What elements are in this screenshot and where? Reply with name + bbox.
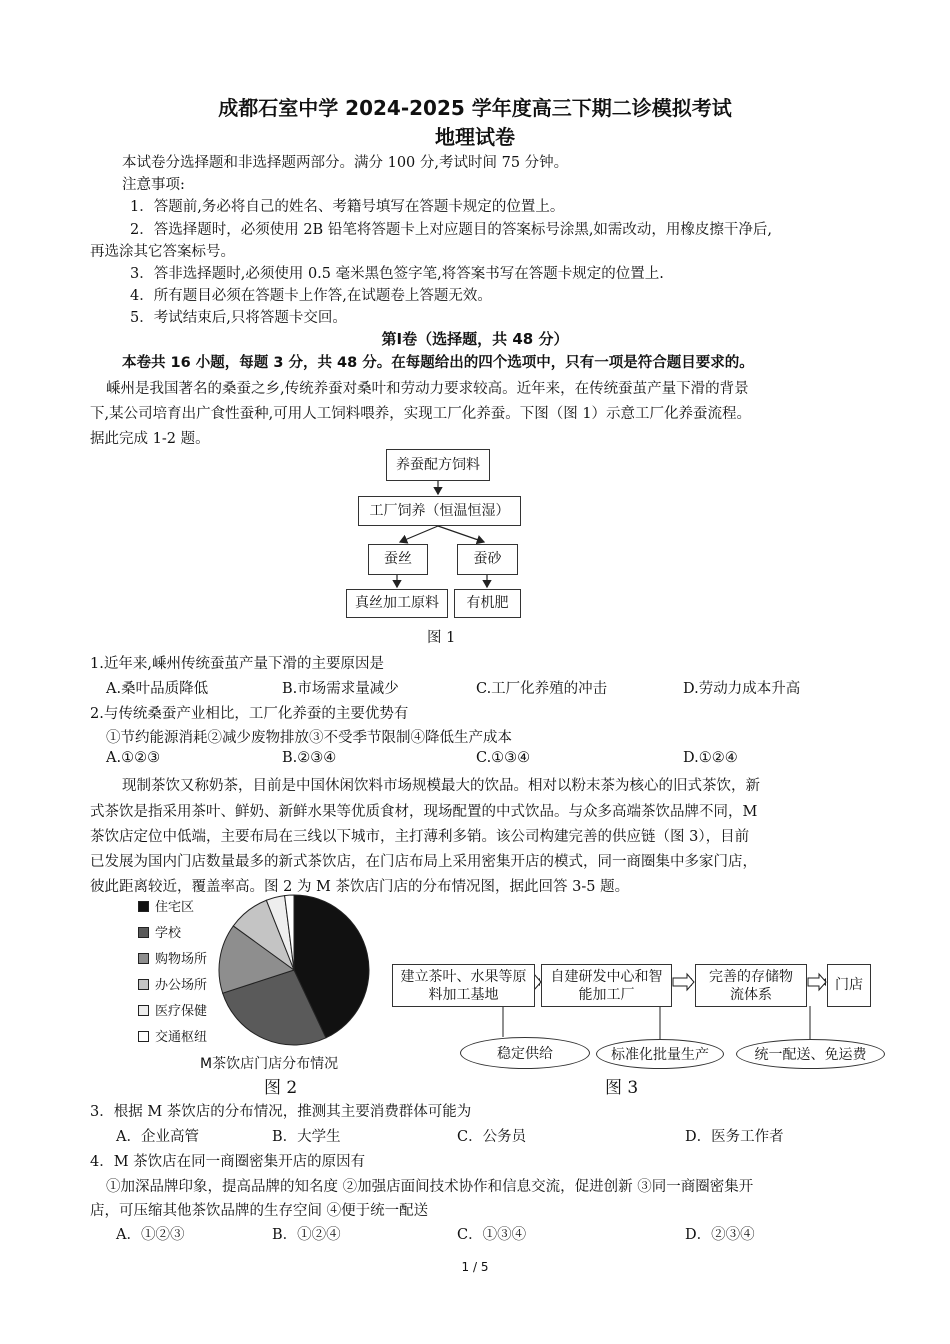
figure1-caption: 图 1: [427, 630, 456, 646]
option-c: C.工厂化养殖的冲击: [476, 681, 608, 697]
passage-line: 下,某公司培育出广食性蚕种,可用人工饲料喂养，实现工厂化养蚕。下图（图 1）示意工厂化养蚕流程。: [90, 406, 752, 422]
passage-line: 已发展为国内门店数量最多的新式茶饮店，在门店布局上采用密集开店的模式，同一商圈集中多家门店，: [90, 854, 757, 870]
notice-item-cont: 再选涂其它答案标号。: [90, 244, 235, 260]
legend-item-medical: 医疗保健: [138, 1002, 207, 1022]
legend-swatch: [138, 979, 149, 990]
legend-swatch: [138, 953, 149, 964]
pie-chart: [219, 895, 369, 1045]
option-b: B．大学生: [272, 1129, 341, 1145]
option-d: D．②③④: [685, 1227, 755, 1243]
flow-arrow: [808, 974, 826, 990]
flow-arrow: [673, 974, 694, 990]
oval-unified-delivery: 统一配送、免运费: [736, 1039, 885, 1069]
question-stem: 4．M 茶饮店在同一商圈密集开店的原因有: [90, 1154, 366, 1170]
legend-swatch: [138, 1005, 149, 1016]
legend-item-transport: 交通枢纽: [138, 1028, 207, 1048]
flow-box-store: 门店: [827, 964, 871, 1007]
exam-description: 本试卷分选择题和非选择题两部分。满分 100 分,考试时间 75 分钟。: [122, 155, 569, 171]
pie-chart-title: M茶饮店门店分布情况: [200, 1056, 339, 1072]
option-a: A.①②③: [106, 750, 161, 766]
flow-box-silk: 蚕丝: [368, 544, 428, 575]
question-stem: 2.与传统桑蚕产业相比，工厂化养蚕的主要优势有: [90, 706, 409, 722]
notice-item: 5．考试结束后,只将答题卡交回。: [130, 310, 347, 326]
flow-arrow: [438, 526, 484, 542]
legend-item-school: 学校: [138, 924, 181, 944]
option-c: C．公务员: [457, 1129, 527, 1145]
oval-stable-supply: 稳定供给: [460, 1037, 590, 1069]
option-b: B.②③④: [282, 750, 337, 766]
option-a: A．①②③: [116, 1227, 185, 1243]
passage-line: 据此完成 1-2 题。: [90, 431, 210, 447]
flow-box-raw-material: 真丝加工原料: [346, 589, 448, 618]
legend-item-shopping: 购物场所: [138, 950, 207, 970]
flow-box-fertilizer: 有机肥: [454, 589, 521, 618]
legend-swatch: [138, 1031, 149, 1042]
option-a: A.桑叶品质降低: [106, 681, 209, 697]
question-items: ①节约能源消耗②减少废物排放③不受季节限制④降低生产成本: [106, 730, 512, 746]
notice-item: 1．答题前,务必将自己的姓名、考籍号填写在答题卡规定的位置上。: [130, 199, 565, 215]
passage-line: 式茶饮是指采用茶叶、鲜奶、新鲜水果等优质食材，现场配置的中式饮品。与众多高端茶饮品牌不同，M: [90, 804, 758, 820]
option-d: D.①②④: [683, 750, 738, 766]
question-stem: 1.近年来,嵊州传统蚕茧产量下滑的主要原因是: [90, 656, 384, 672]
flow-box-rnd: 自建研发中心和智能加工厂: [541, 964, 672, 1007]
flow-box-factory: 工厂饲养（恒温恒湿）: [358, 496, 521, 526]
flow-box-feed: 养蚕配方饲料: [386, 449, 490, 481]
legend-swatch: [138, 927, 149, 938]
question-stem: 3．根据 M 茶饮店的分布情况，推测其主要消费群体可能为: [90, 1104, 472, 1120]
figure2-caption: 图 2: [264, 1078, 298, 1098]
option-c: C．①③④: [457, 1227, 527, 1243]
passage-line: 嵊州是我国著名的桑蚕之乡,传统养蚕对桑叶和劳动力要求较高。近年来，在传统蚕茧产量下滑的背景: [106, 381, 749, 397]
passage-line: 彼此距离较近，覆盖率高。图 2 为 M 茶饮店门店的分布情况图，据此回答 3-5 题。: [90, 879, 630, 895]
notice-item: 2．答选择题时，必须使用 2B 铅笔将答题卡上对应题目的答案标号涂黑,如需改动，用橡皮擦干净后,: [130, 222, 773, 238]
exam-title: 成都石室中学 2024-2025 学年度高三下期二诊模拟考试: [218, 96, 732, 120]
subject-title: 地理试卷: [435, 125, 515, 149]
option-d: D．医务工作者: [685, 1129, 784, 1145]
option-b: B.市场需求量减少: [282, 681, 399, 697]
option-a: A．企业高管: [116, 1129, 199, 1145]
oval-standardized-production: 标准化批量生产: [596, 1039, 724, 1069]
notice-title: 注意事项:: [122, 177, 185, 193]
legend-item-residential: 住宅区: [138, 898, 194, 918]
legend-swatch: [138, 901, 149, 912]
notice-item: 4．所有题目必须在答题卡上作答,在试题卷上答题无效。: [130, 288, 492, 304]
passage-line: 茶饮店定位中低端，主要布局在三线以下城市，主打薄利多销。该公司构建完善的供应链（图 3），目前: [90, 829, 750, 845]
flow-box-base: 建立茶叶、水果等原料加工基地: [392, 964, 535, 1007]
question-items-cont: 店，可压缩其他茶饮品牌的生存空间 ④便于统一配送: [90, 1203, 429, 1219]
flow-arrow: [400, 526, 438, 542]
section-instruction: 本卷共 16 小题，每题 3 分，共 48 分。在每题给出的四个选项中，只有一项是符合题目要求的。: [122, 355, 754, 371]
section-title: 第Ⅰ卷（选择题，共 48 分）: [381, 330, 569, 348]
option-c: C.①③④: [476, 750, 531, 766]
option-d: D.劳动力成本升高: [683, 681, 801, 697]
page-number: 1 / 5: [461, 1260, 489, 1274]
flow-box-logistics: 完善的存储物流体系: [695, 964, 807, 1007]
passage-line: 现制茶饮又称奶茶，目前是中国休闲饮料市场规模最大的饮品。相对以粉末茶为核心的旧式茶饮，新: [122, 778, 760, 794]
notice-item: 3．答非选择题时,必须使用 0.5 毫米黑色签字笔,将答案书写在答题卡规定的位置上.: [130, 266, 664, 282]
figure3-caption: 图 3: [605, 1078, 639, 1098]
question-items: ①加深品牌印象，提高品牌的知名度 ②加强店面间技术协作和信息交流，促进创新 ③同一商圈密集开: [106, 1179, 754, 1195]
legend-item-office: 办公场所: [138, 976, 207, 996]
flow-box-sand: 蚕砂: [457, 544, 518, 575]
option-b: B．①②④: [272, 1227, 341, 1243]
